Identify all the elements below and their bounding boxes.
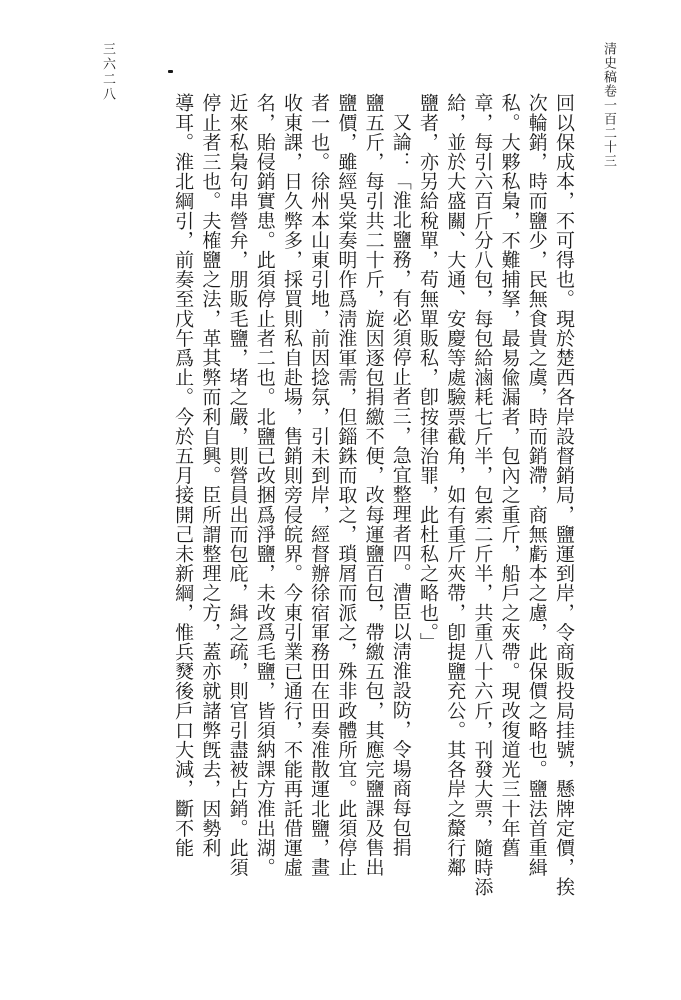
text-column: 又論：「淮北鹽務，有必須停止者三，急宜整理者四。漕臣以淸淮設防，令場商每包捐	[389, 112, 412, 857]
text-column: 鹽者，亦另給稅單，苟無單販私，卽按律治罪，此杜私之略也。」	[416, 93, 439, 652]
text-column: 私。大夥私梟，不難捕拏，最易偸漏者，包內之重斤，船戶之夾帶。現改復道光三十年舊	[498, 93, 521, 858]
text-column: 近來私梟句串營弁，朋販毛鹽，堵之嚴，則營員出而包庇，緝之疏，則官引盡被占銷。此須	[226, 93, 249, 877]
text-column: 回以保成本，不可得也。現於楚西各岸設督銷局，鹽運到岸，令商販投局挂號，懸牌定價，挨	[553, 93, 575, 897]
text-column: 名，貽侵銷實患。此須停止者二也。北鹽已改捆爲淨鹽，未改爲毛鹽，皆須納課方准出湖。	[253, 93, 276, 877]
text-column: 鹽五斤，每引共二十斤，旋因逐包捐繳不便，改每運鹽百包，帶繳五包，其應完鹽課及售出	[362, 93, 385, 877]
text-column: 者一也。徐州本山東引地，前因捻氛，引未到岸，經督辦徐宿軍務田在田奏准散運北鹽，畫	[308, 93, 331, 877]
text-column: 導耳。淮北綱引，前奏至戊午爲止。今於五月接開己未新綱，惟兵燹後戶口大減，斷不能	[172, 93, 195, 858]
print-mark	[168, 70, 173, 73]
vertical-body-text	[169, 93, 577, 973]
text-column: 停止者三也。夫榷鹽之法，革其弊而利自興。臣所謂整理之方，蓋亦就諸弊旣去，因勢利	[199, 93, 222, 858]
page-number: 三六二八	[100, 42, 115, 102]
text-column: 鹽價，雖經吳棠奏明作爲淸淮軍需，但錙銖而取之，瑣屑而派之，殊非政體所宜。此須停止	[335, 93, 358, 877]
text-column: 收東課，日久弊多，採買則私自赴場，售銷則旁侵皖界。今東引業已通行，不能再託借運虛	[280, 93, 303, 877]
running-header-title: 清史稿卷一百二十三	[601, 42, 616, 168]
text-column: 次輪銷，時而鹽少，民無食貴之虞，時而銷滯，商無虧本之慮，此保價之略也。鹽法首重緝	[525, 93, 548, 877]
text-column: 章，每引六百斤分八包，每包給滷耗七斤半，包索二斤半，共重八十六斤，刊發大票，隨時添	[471, 93, 494, 897]
text-column: 給，並於大盛關、大通、安慶等處驗票截角，如有重斤夾帶，卽提鹽充公。其各岸之斄行鄰	[444, 93, 467, 877]
